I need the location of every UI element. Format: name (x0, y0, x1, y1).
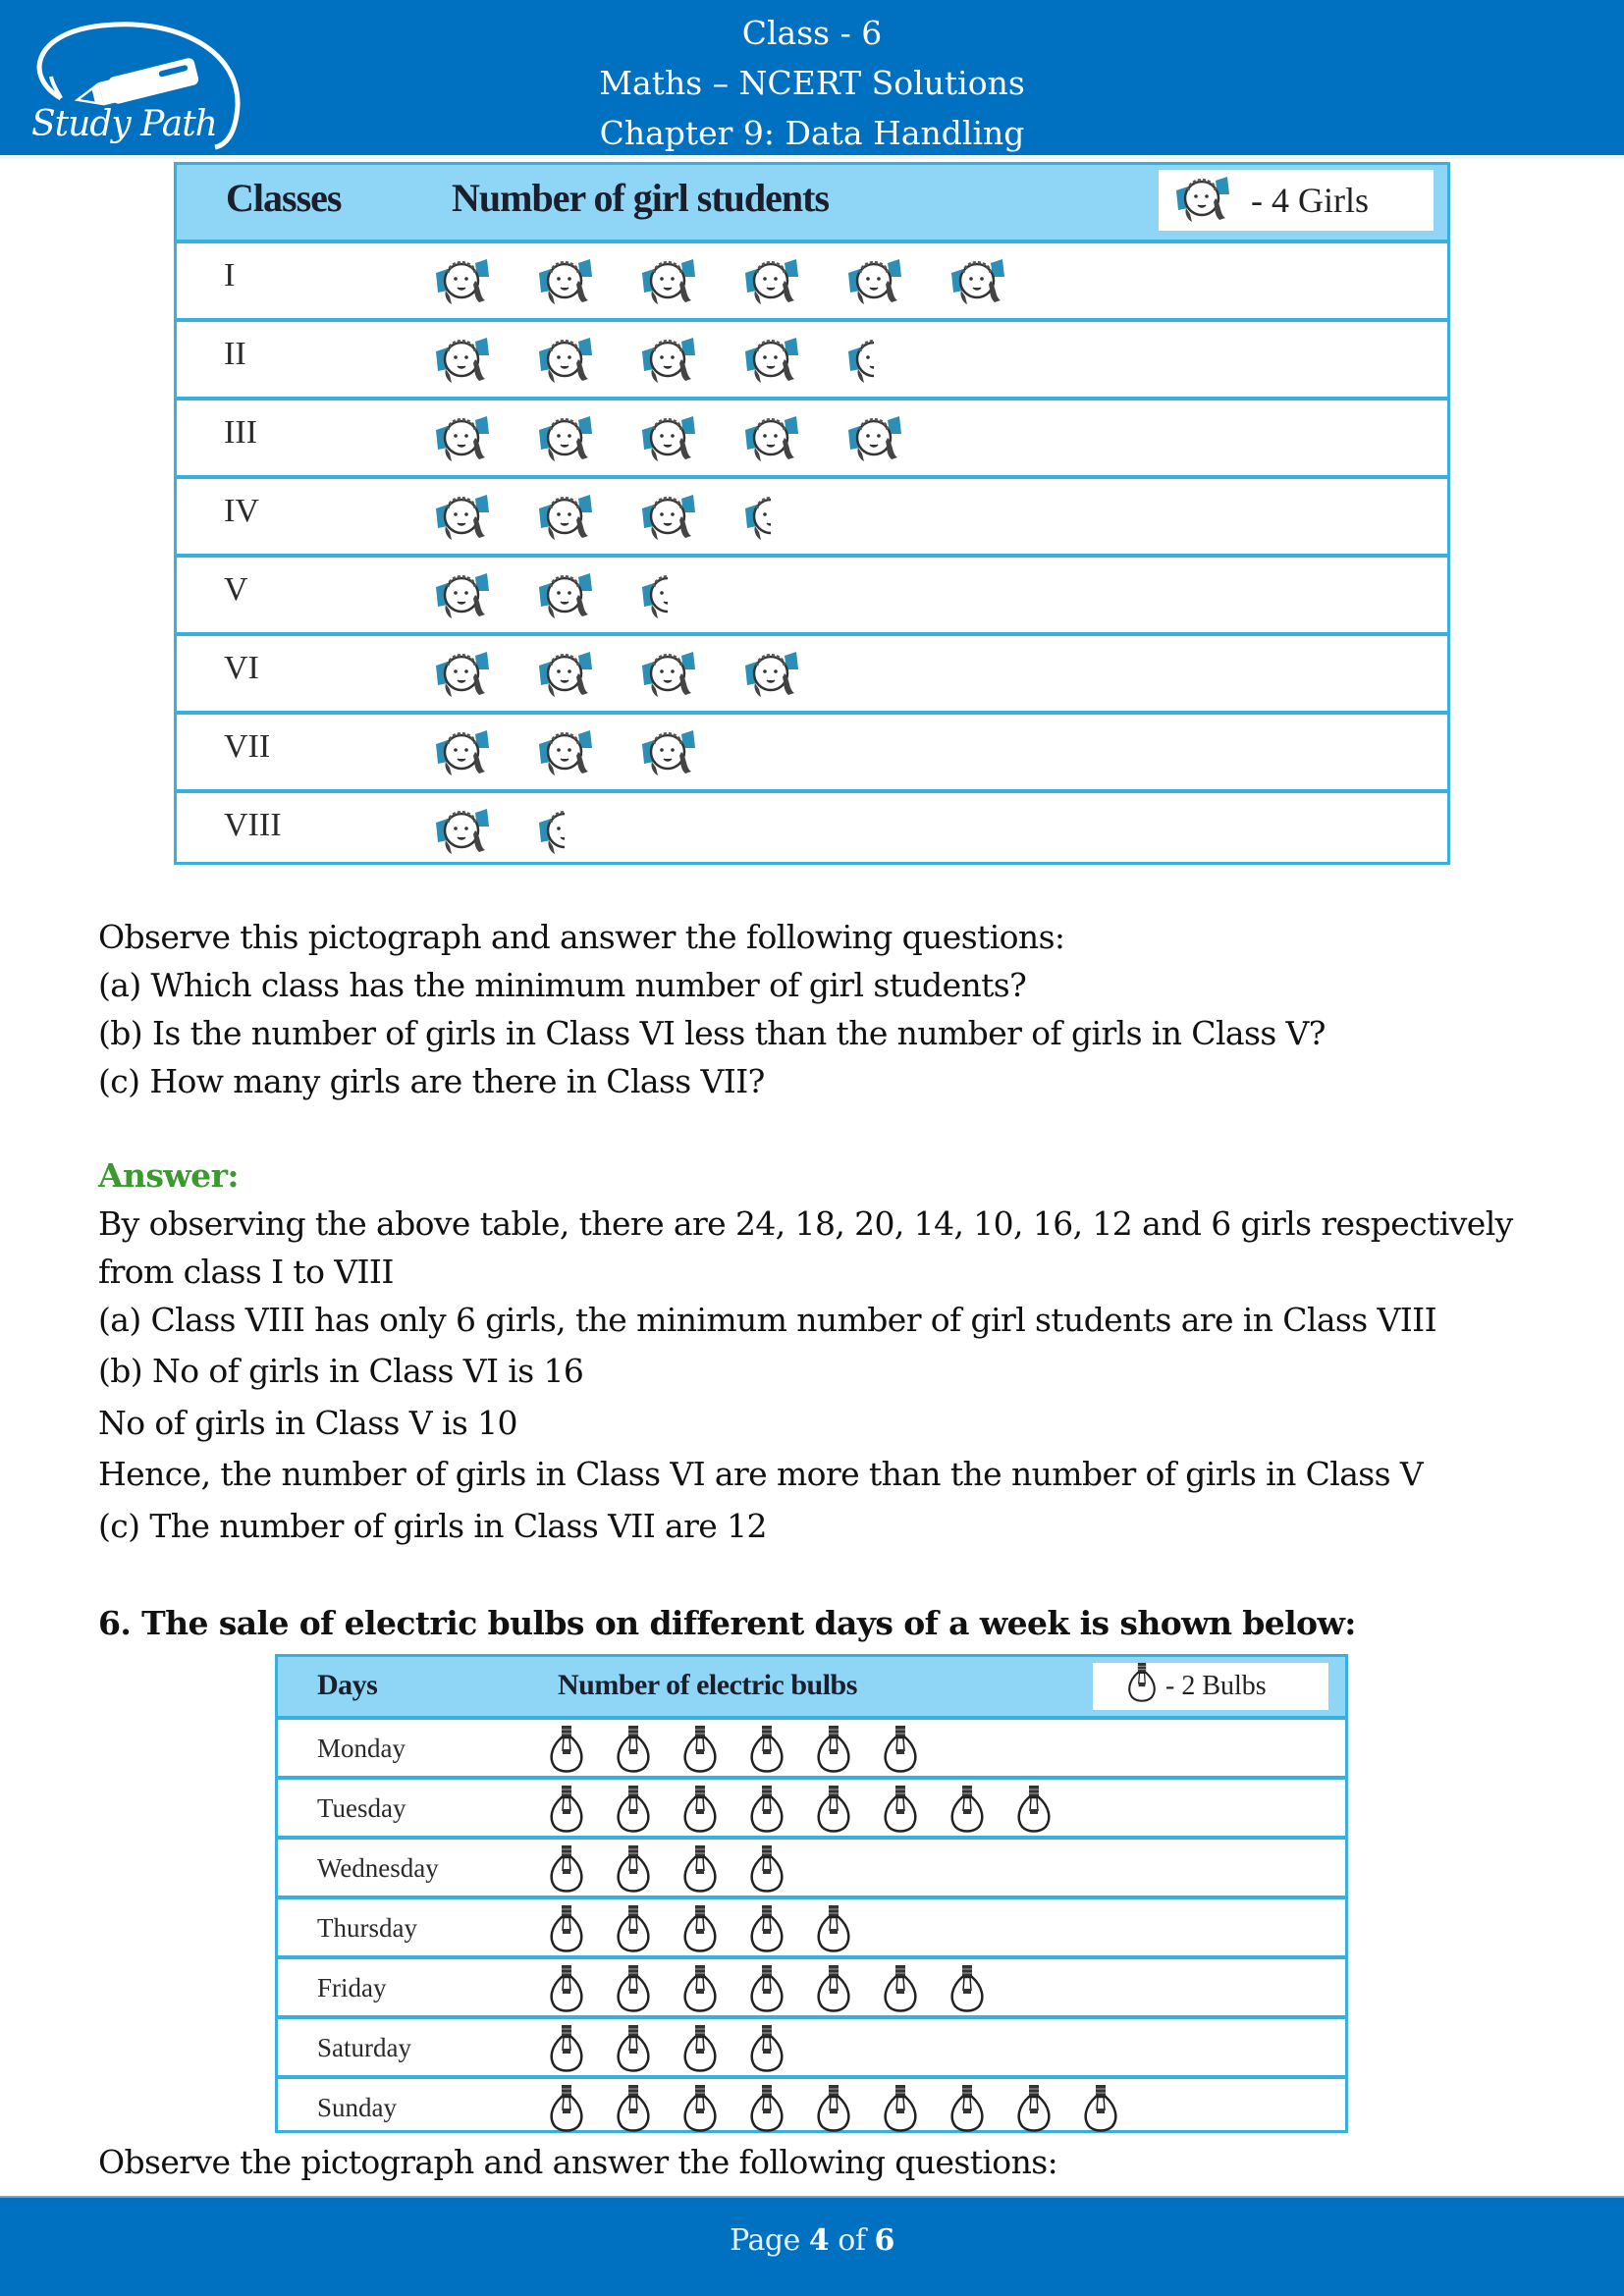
light-bulb-icon (543, 1843, 610, 1895)
girl-face-icon (739, 640, 842, 709)
answer-line-b (98, 1352, 583, 1390)
light-bulb-icon (543, 1724, 610, 1775)
chapter-title: Chapter 9: Data Handling (599, 114, 1025, 152)
class-label: VII (224, 728, 271, 765)
girl-face-icon (533, 719, 636, 787)
light-bulb-icon (743, 1963, 810, 2014)
girl-face-icon (430, 247, 533, 316)
table-row (278, 1955, 1345, 2015)
answer-text: No of girls in Class VI is 16 (142, 1352, 584, 1390)
light-bulb-icon (743, 1903, 810, 1954)
light-bulb-icon (677, 1784, 743, 1835)
total-pages: 6 (874, 2223, 894, 2258)
day-label: Thursday (317, 1913, 417, 1943)
light-bulb-icon (944, 1784, 1010, 1835)
question-b (98, 1014, 1326, 1052)
table-row (177, 711, 1447, 789)
pictograph-symbols (430, 483, 842, 552)
q5-intro: Observe this pictograph and answer the following questions: (98, 918, 1065, 956)
girl-face-icon (636, 404, 739, 473)
girl-face-icon (533, 404, 636, 473)
light-bulb-icon (610, 1784, 677, 1835)
column-header-classes: Classes (226, 176, 342, 220)
light-bulb-icon (743, 1784, 810, 1835)
light-bulb-icon (610, 1843, 677, 1895)
girl-face-icon (636, 326, 739, 395)
header-divider (0, 155, 1624, 159)
table-row (278, 1716, 1345, 1776)
light-bulb-icon (543, 2023, 610, 2074)
pictograph-symbols (543, 1843, 810, 1895)
column-header-electric-bulbs: Number of electric bulbs (558, 1669, 857, 1701)
answer-line (98, 1404, 517, 1442)
column-header-girl-students: Number of girl students (452, 176, 830, 220)
answer-part-label: (c) (98, 1507, 140, 1545)
answer-line-c (98, 1507, 767, 1545)
page-prefix: Page (730, 2223, 809, 2258)
girl-face-icon (430, 483, 533, 552)
key-label: - 4 Girls (1251, 181, 1369, 220)
question-6-heading: 6. The sale of electric bulbs on different days of a week is shown below: (98, 1604, 1356, 1642)
table-row (177, 318, 1447, 397)
girl-face-icon (533, 483, 636, 552)
answer-line (98, 1204, 1513, 1243)
table-row (278, 2075, 1345, 2135)
girl-face-icon (946, 247, 1049, 316)
light-bulb-icon (610, 2083, 677, 2134)
girl-face-icon (636, 640, 739, 709)
light-bulb-icon (677, 1963, 743, 2014)
question-label: (a) (98, 966, 141, 1004)
girl-face-icon (842, 247, 946, 316)
day-label: Sunday (317, 2093, 397, 2122)
pictograph-symbols (430, 404, 946, 473)
girl-face-icon (430, 719, 533, 787)
light-bulb-icon (810, 1903, 877, 1954)
light-bulb-icon (543, 2083, 610, 2134)
answer-text: No of girls in Class V is 10 (98, 1404, 517, 1442)
girl-face-icon (636, 247, 739, 316)
table-row (177, 632, 1447, 711)
light-bulb-icon (610, 1903, 677, 1954)
answer-line (98, 1455, 1423, 1493)
light-bulb-icon (1010, 2083, 1077, 2134)
current-page: 4 (808, 2223, 830, 2258)
half-girl-face-icon (533, 797, 636, 866)
light-bulb-icon (677, 1903, 743, 1954)
table-row (177, 789, 1447, 868)
class-label: IV (224, 493, 259, 529)
light-bulb-icon (810, 2083, 877, 2134)
table-row (177, 397, 1447, 475)
day-label: Saturday (317, 2033, 411, 2062)
day-label: Friday (317, 1973, 387, 2002)
half-girl-face-icon (739, 483, 842, 552)
day-label: Monday (317, 1734, 406, 1763)
answer-part-label: (a) (98, 1301, 141, 1339)
light-bulb-icon (944, 1963, 1010, 2014)
answer-line-a (98, 1301, 1436, 1339)
girls-pictograph-table (174, 162, 1450, 865)
class-label: III (224, 414, 257, 451)
girl-face-icon (430, 326, 533, 395)
light-bulb-icon (743, 1724, 810, 1775)
light-bulb-icon (877, 1784, 944, 1835)
pictograph-key (1159, 170, 1434, 231)
pictograph-symbols (543, 2023, 810, 2074)
light-bulb-icon (543, 1963, 610, 2014)
girl-face-icon (430, 404, 533, 473)
girl-face-icon (636, 719, 739, 787)
light-bulb-icon (677, 1843, 743, 1895)
answer-text: Class VIII has only 6 girls, the minimum number of girl students are in Class VIII (140, 1301, 1437, 1339)
table-row (177, 240, 1447, 318)
light-bulb-icon (1077, 2083, 1144, 2134)
light-bulb-icon (610, 1724, 677, 1775)
page-separator: of (829, 2223, 875, 2258)
half-girl-face-icon (842, 326, 946, 395)
table-row (177, 554, 1447, 632)
light-bulb-icon (677, 1724, 743, 1775)
light-bulb-icon (677, 2083, 743, 2134)
answer-text: from class I to VIII (98, 1253, 394, 1291)
day-label: Wednesday (317, 1853, 439, 1883)
light-bulb-icon (810, 1724, 877, 1775)
girl-face-icon (739, 404, 842, 473)
girl-face-icon (1170, 165, 1233, 237)
light-bulb-icon (543, 1903, 610, 1954)
pictograph-key (1093, 1663, 1328, 1710)
column-header-days: Days (317, 1669, 378, 1701)
bulbs-pictograph-table (275, 1654, 1348, 2133)
pictograph-symbols (430, 561, 739, 630)
table-header-row (278, 1657, 1345, 1716)
table-row (177, 475, 1447, 554)
question-text: How many girls are there in Class VII? (139, 1062, 765, 1100)
question-a (98, 966, 1026, 1004)
girl-face-icon (636, 483, 739, 552)
pictograph-symbols (543, 1963, 1010, 2014)
pictograph-symbols (543, 1903, 877, 1954)
table-header-row (177, 165, 1447, 240)
pictograph-symbols (543, 2083, 1144, 2134)
light-bulb-icon (677, 2023, 743, 2074)
light-bulb-icon (610, 1963, 677, 2014)
table-row (278, 2015, 1345, 2075)
answer-text: By observing the above table, there are 24, 18, 20, 14, 10, 16, 12 and 6 girls respectively (98, 1204, 1513, 1243)
pictograph-symbols (430, 719, 739, 787)
question-c (98, 1062, 765, 1100)
answer-line (98, 1253, 394, 1291)
girl-face-icon (533, 561, 636, 630)
key-label: - 2 Bulbs (1165, 1671, 1267, 1701)
light-bulb-icon (810, 1784, 877, 1835)
question-label: (b) (98, 1014, 143, 1052)
light-bulb-icon (1010, 1784, 1077, 1835)
light-bulb-icon (1122, 1661, 1162, 1712)
page-header (0, 0, 1624, 159)
pictograph-symbols (430, 797, 636, 866)
header-titles (0, 8, 1624, 158)
girl-face-icon (430, 561, 533, 630)
pictograph-symbols (543, 1784, 1077, 1835)
light-bulb-icon (543, 1784, 610, 1835)
half-girl-face-icon (636, 561, 739, 630)
girl-face-icon (739, 326, 842, 395)
page-footer (0, 2196, 1624, 2296)
answer-part-label: (b) (98, 1352, 143, 1390)
light-bulb-icon (877, 2083, 944, 2134)
question-text: Which class has the minimum number of girl students? (140, 966, 1027, 1004)
light-bulb-icon (610, 2023, 677, 2074)
pictograph-symbols (430, 640, 842, 709)
question-text: Is the number of girls in Class VI less than the number of girls in Class V? (142, 1014, 1326, 1052)
girl-face-icon (533, 326, 636, 395)
pictograph-symbols (543, 1724, 944, 1775)
girl-face-icon (430, 640, 533, 709)
q6-intro: Observe the pictograph and answer the following questions: (98, 2143, 1058, 2181)
table-row (278, 1896, 1345, 1955)
table-row (278, 1776, 1345, 1836)
light-bulb-icon (743, 1843, 810, 1895)
girl-face-icon (739, 247, 842, 316)
class-label: VI (224, 650, 259, 686)
answer-text: Hence, the number of girls in Class VI are more than the number of girls in Class V (98, 1455, 1424, 1493)
table-row (278, 1836, 1345, 1896)
class-label: I (224, 257, 236, 294)
pictograph-symbols (430, 326, 946, 395)
day-label: Tuesday (317, 1793, 406, 1823)
class-label: V (224, 571, 248, 608)
light-bulb-icon (944, 2083, 1010, 2134)
girl-face-icon (430, 797, 533, 866)
light-bulb-icon (743, 2083, 810, 2134)
answer-label: Answer: (98, 1156, 239, 1195)
girl-face-icon (842, 404, 946, 473)
girl-face-icon (533, 247, 636, 316)
logo-text: Study Path (31, 104, 217, 144)
class-label: VIII (224, 807, 282, 843)
light-bulb-icon (743, 2023, 810, 2074)
answer-text: The number of girls in Class VII are 12 (139, 1507, 767, 1545)
subject-title: Maths – NCERT Solutions (599, 64, 1025, 102)
light-bulb-icon (877, 1963, 944, 2014)
class-title: Class - 6 (741, 14, 883, 52)
light-bulb-icon (810, 1963, 877, 2014)
pictograph-symbols (430, 247, 1049, 316)
page-indicator (0, 2223, 1624, 2258)
class-label: II (224, 336, 246, 372)
light-bulb-icon (877, 1724, 944, 1775)
question-label: (c) (98, 1062, 140, 1100)
girl-face-icon (533, 640, 636, 709)
